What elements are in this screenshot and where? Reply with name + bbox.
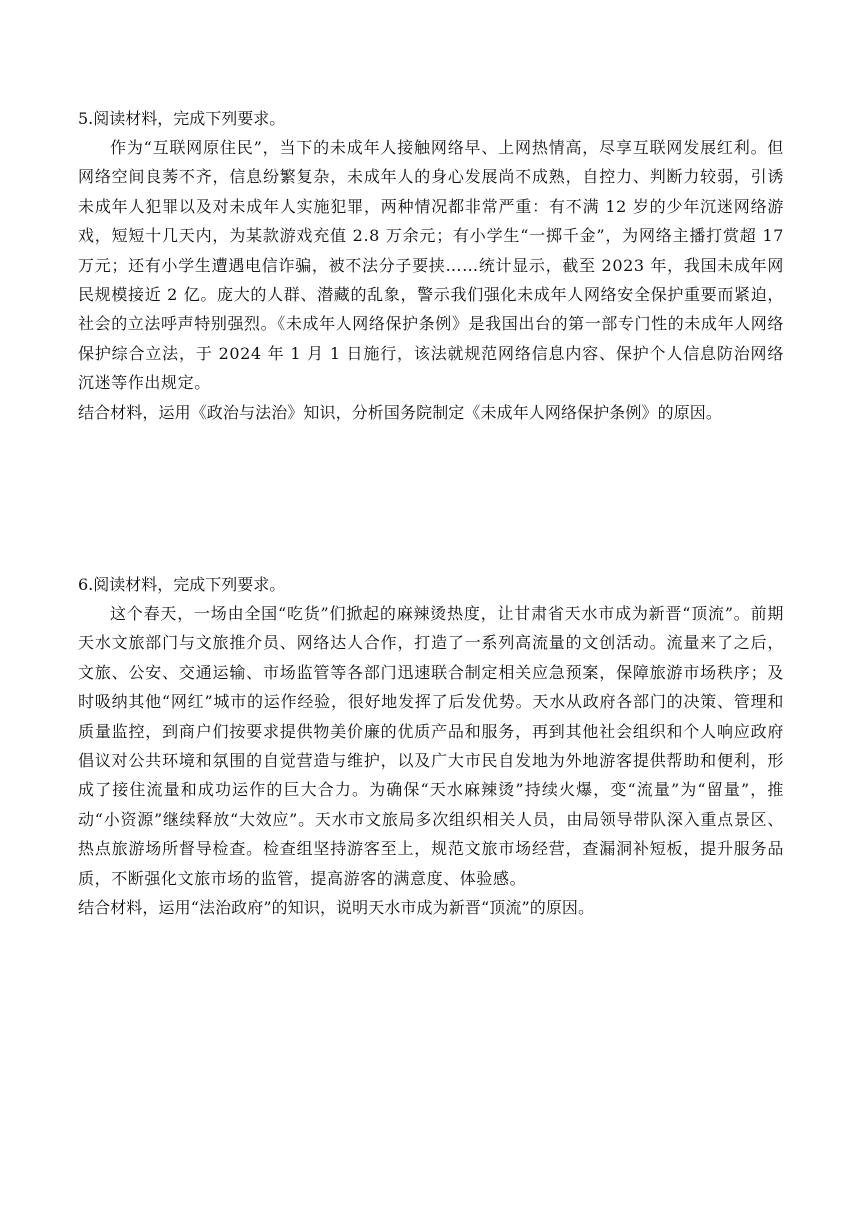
question-5-prompt: 结合材料，运用《政治与法治》知识，分析国务院制定《未成年人网络保护条例》的原因。	[78, 402, 723, 422]
question-6	[78, 570, 784, 922]
question-5	[78, 104, 784, 427]
question-6-material: 这个春天，一场由全国“吃货”们掀起的麻辣烫热度，让甘肃省天水市成为新晋“顶流”。前期天水文旅部门与文旅推介员、网络达人合作，打造了一系列高流量的文创活动。流量来了之后，文旅、公安、交通运输、市场监管等各部门迅速联合制定相关应急预案，保障旅游市场秩序；及时吸纳其他“网红”城市的运作经验，很好地发挥了后发优势。天水从政府各部门的决策、管理和质量监控，到商户们按要求提供物美价廉的优质产品和服务，再到其他社会组织和个人响应政府倡议对公共环境和氛围的自觉营造与维护，以及广大市民自发地为外地游客提供帮助和便利，形成了接住流量和成功运作的巨大合力。为确保“天水麻辣烫”持续火爆，变“流量”为“留量”，推动“小资源”继续释放“大效应”。天水市文旅局多次组织相关人员，由局领导带队深入重点景区、热点旅游场所督导检查。检查组坚持游客至上，规范文旅市场经营，查漏洞补短板，提升服务品质，不断强化文旅市场的监管，提高游客的满意度、体验感。	[78, 604, 784, 888]
question-6-heading: 6.阅读材料，完成下列要求。	[78, 575, 286, 594]
question-6-prompt: 结合材料，运用“法治政府”的知识，说明天水市成为新晋“顶流”的原因。	[78, 898, 595, 918]
question-5-material: 作为“互联网原住民”，当下的未成年人接触网络早、上网热情高，尽享互联网发展红利。但网络空间良莠不齐，信息纷繁复杂，未成年人的身心发展尚不成熟，自控力、判断力较弱，引诱未成年人犯罪以及对未成年人实施犯罪，两种情况都非常严重：有不满 12 岁的少年沉迷网络游戏，短短十几天内，为某款游戏充值 2.8 万余元；有小学生“一掷千金”，为网络主播打赏超 17 万元；还有小学生遭遇电信诈骗，被不法分子要挟……统计显示，截至 2023 年，我国未成年网民规模接近 2 亿。庞大的人群、潜藏的乱象，警示我们强化未成年人网络安全保护重要而紧迫，社会的立法呼声特别强烈。《未成年人网络保护条例》是我国出台的第一部专门性的未成年人网络保护综合立法，于 2024 年 1 月 1 日施行，该法就规范网络信息内容、保护个人信息防治网络沉迷等作出规定。	[78, 138, 784, 393]
question-5-heading: 5.阅读材料，完成下列要求。	[78, 109, 286, 128]
